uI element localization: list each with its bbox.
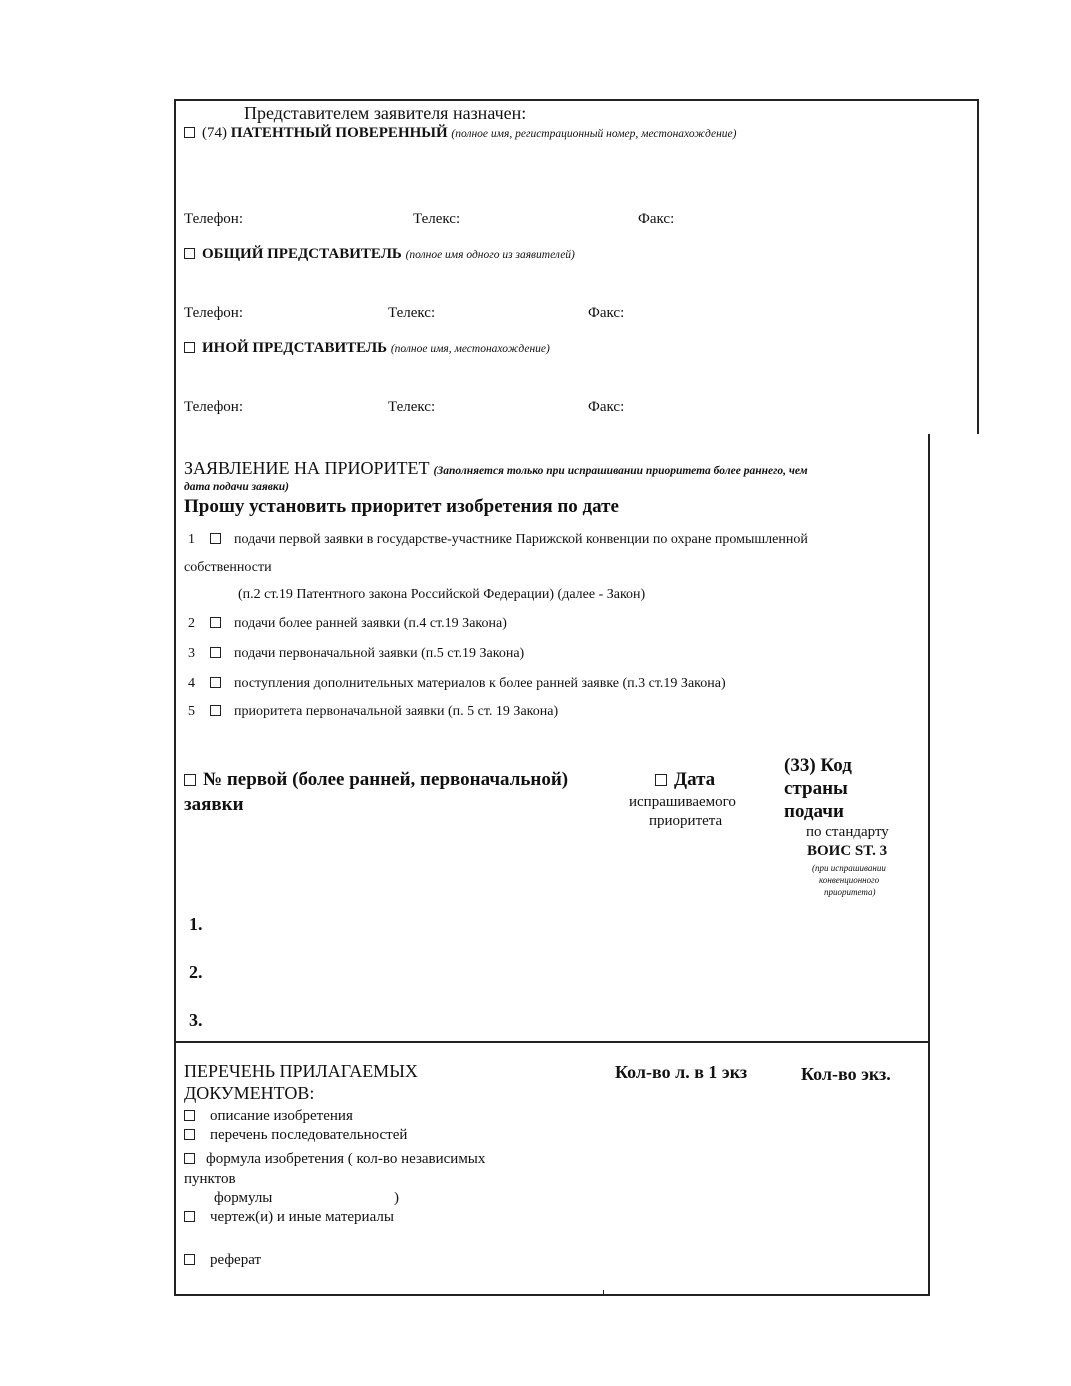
priority-item-4-checkbox[interactable]	[210, 677, 221, 688]
priority-item-2-num: 2	[188, 616, 195, 631]
doc-item-formula	[184, 1151, 485, 1168]
priority-item-1-ref: (п.2 ст.19 Патентного закона Российской Федерации) (далее - Закон)	[238, 587, 646, 602]
priority-item-4-num: 4	[188, 676, 195, 691]
col-app-number-line1: № первой (более ранней, первоначальной)	[203, 769, 569, 790]
col-app-number-header	[184, 769, 568, 791]
priority-item-3-num: 3	[188, 646, 195, 661]
doc-formula-close: )	[394, 1190, 399, 1206]
common-rep-label: ОБЩИЙ ПРЕДСТАВИТЕЛЬ	[202, 246, 402, 262]
col-country-line4: по стандарту	[806, 824, 889, 840]
doc-description-label: описание изобретения	[210, 1108, 353, 1124]
col-date-header	[655, 769, 715, 791]
doc-drawings-label: чертеж(и) и иные материалы	[210, 1209, 394, 1225]
priority-item-3-checkbox[interactable]	[210, 647, 221, 658]
frame-bottom	[174, 1294, 930, 1296]
priority-item-4	[188, 676, 726, 692]
docs-col-copies: Кол-во экз.	[801, 1064, 891, 1084]
doc-item-description	[184, 1108, 353, 1125]
table-row-1: 1.	[189, 914, 203, 934]
priority-item-5-checkbox[interactable]	[210, 705, 221, 716]
col-country-line5: ВОИС ST. 3	[807, 843, 888, 859]
col-date-checkbox[interactable]	[655, 774, 667, 786]
common-rep-note: (полное имя одного из заявителей)	[405, 249, 575, 261]
priority-item-5	[188, 704, 558, 720]
table-row-3: 3.	[189, 1010, 203, 1030]
doc-item-abstract	[184, 1252, 261, 1269]
frame-left	[174, 99, 176, 1296]
priority-item-2	[188, 616, 507, 632]
doc-abstract-label: реферат	[210, 1252, 262, 1268]
docs-col-sheets: Кол-во л. в 1 экз	[615, 1062, 748, 1082]
telex-label-1: Телекс:	[413, 211, 461, 227]
priority-item-1-checkbox[interactable]	[210, 533, 221, 544]
patent-attorney-checkbox[interactable]	[184, 127, 195, 138]
other-rep-checkbox[interactable]	[184, 342, 195, 353]
priority-item-1	[188, 532, 808, 548]
priority-item-2-checkbox[interactable]	[210, 617, 221, 628]
priority-item-1-text: подачи первой заявки в государстве-участнике Парижской конвенции по охране промышленной	[234, 532, 808, 547]
col-app-number-checkbox[interactable]	[184, 774, 196, 786]
doc-description-checkbox[interactable]	[184, 1110, 195, 1121]
priority-item-3-text: подачи первоначальной заявки (п.5 ст.19 Закона)	[234, 646, 525, 661]
priority-item-5-text: приоритета первоначальной заявки (п. 5 ст. 19 Закона)	[234, 704, 559, 719]
doc-sequences-label: перечень последовательностей	[210, 1127, 408, 1143]
col-country-line3: подачи	[784, 801, 844, 822]
col-country-note2: конвенционного	[819, 875, 880, 885]
patent-attorney-code: (74)	[202, 125, 227, 141]
fax-label-3: Факс:	[588, 399, 625, 415]
patent-attorney-row	[184, 125, 736, 142]
patent-attorney-note: (полное имя, регистрационный номер, местонахождение)	[451, 128, 737, 140]
rep-heading: Представителем заявителя назначен:	[244, 103, 527, 123]
doc-abstract-checkbox[interactable]	[184, 1254, 195, 1265]
fax-label-1: Факс:	[638, 211, 675, 227]
doc-formula-cont1: пунктов	[184, 1171, 236, 1187]
col-app-number-line2: заявки	[184, 794, 244, 815]
frame-top	[174, 99, 979, 101]
docs-title-line2: ДОКУМЕНТОВ:	[184, 1083, 315, 1103]
phone-label-3: Телефон:	[184, 399, 243, 415]
docs-column-divider	[603, 1290, 604, 1296]
priority-item-3	[188, 646, 524, 662]
telex-label-3: Телекс:	[388, 399, 436, 415]
col-date-line2: испрашиваемого	[629, 794, 736, 810]
priority-note-1: (Заполняется только при испрашивании приоритета более раннего, чем	[433, 465, 808, 477]
frame-right-upper	[977, 99, 979, 434]
other-rep-row	[184, 340, 550, 357]
common-rep-checkbox[interactable]	[184, 248, 195, 259]
priority-title: ЗАЯВЛЕНИЕ НА ПРИОРИТЕТ	[184, 458, 430, 478]
table-row-2: 2.	[189, 962, 203, 982]
telex-label-2: Телекс:	[388, 305, 436, 321]
doc-drawings-checkbox[interactable]	[184, 1211, 195, 1222]
priority-title-row	[184, 458, 808, 479]
doc-formula-checkbox[interactable]	[184, 1153, 195, 1164]
priority-item-5-num: 5	[188, 704, 195, 719]
common-rep-row	[184, 246, 575, 263]
doc-item-drawings	[184, 1209, 394, 1226]
col-country-note1: (при испрашивании	[812, 863, 886, 873]
section-divider	[174, 1041, 930, 1043]
col-country-line1: (33) Код	[784, 755, 852, 776]
doc-item-sequences	[184, 1127, 407, 1144]
fax-label-2: Факс:	[588, 305, 625, 321]
priority-item-1-cont: собственности	[184, 560, 272, 575]
other-rep-label: ИНОЙ ПРЕДСТАВИТЕЛЬ	[202, 340, 388, 356]
col-country-line2: страны	[784, 778, 848, 799]
col-country-note3: приоритета)	[824, 887, 876, 897]
priority-item-1-num: 1	[188, 532, 195, 547]
col-date-line3: приоритета	[649, 813, 723, 829]
priority-subtitle: Прошу установить приоритет изобретения по дате	[184, 496, 619, 517]
doc-formula-cont2: формулы	[214, 1190, 273, 1206]
doc-formula-label: формула изобретения ( кол-во независимых	[206, 1151, 486, 1167]
priority-item-4-text: поступления дополнительных материалов к более ранней заявке (п.3 ст.19 Закона)	[234, 676, 726, 691]
patent-attorney-label: ПАТЕНТНЫЙ ПОВЕРЕННЫЙ	[230, 125, 448, 141]
other-rep-note: (полное имя, местонахождение)	[390, 343, 550, 355]
priority-item-2-text: подачи более ранней заявки (п.4 ст.19 Закона)	[234, 616, 507, 631]
docs-title-line1: ПЕРЕЧЕНЬ ПРИЛАГАЕМЫХ	[184, 1061, 418, 1081]
phone-label-1: Телефон:	[184, 211, 243, 227]
col-date-title: Дата	[674, 769, 716, 790]
phone-label-2: Телефон:	[184, 305, 243, 321]
priority-note-2: дата подачи заявки)	[184, 481, 289, 493]
doc-sequences-checkbox[interactable]	[184, 1129, 195, 1140]
frame-right-lower	[928, 434, 930, 1296]
